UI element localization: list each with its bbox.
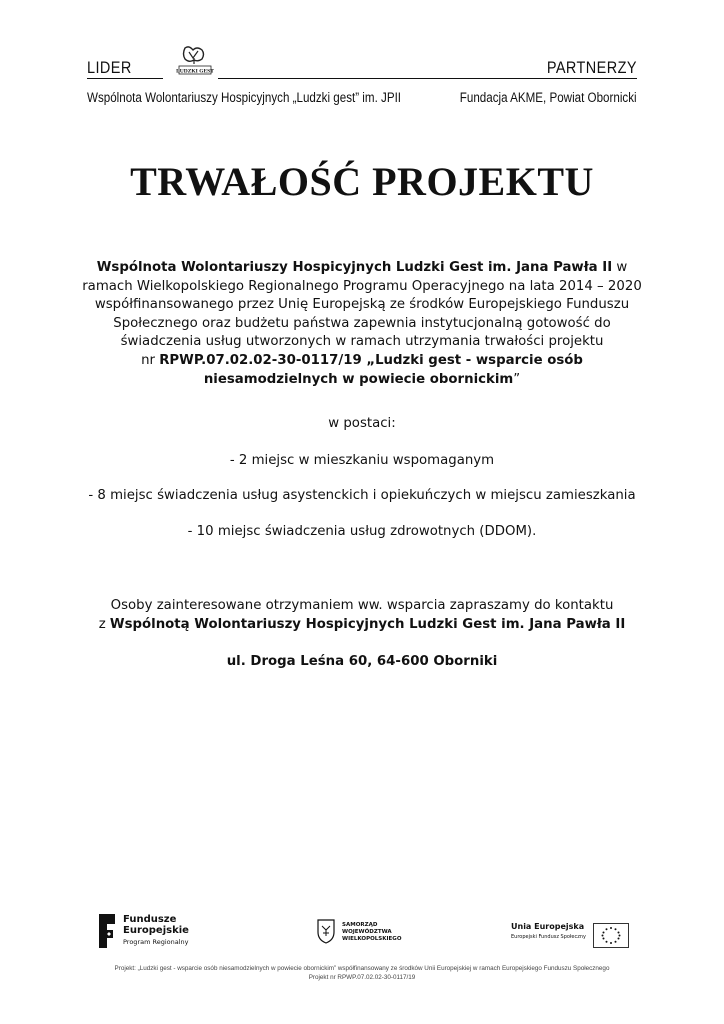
samorzad-text [342, 922, 416, 943]
contact-org: Wspólnotą Wolontariuszy Hospicyjnych Ludzki Gest im. Jana Pawła II [109, 617, 626, 632]
header-divider-left [87, 78, 163, 79]
fe-title [123, 914, 189, 936]
fe-program: Program Regionalny [123, 938, 189, 946]
unia-europejska-logo [511, 916, 631, 946]
fe-line2: Europejskie [123, 925, 189, 936]
samorzad-logo [316, 918, 416, 948]
org-name: Wspólnota Wolontariuszy Hospicyjnych Ludzki Gest im. Jana Pawła II [96, 260, 613, 275]
paragraph-text: w ramach Wielkopolskiego Regionalnego Programu Operacyjnego na lata 2014 – 2020 współfinansowanego przez Unię Europejską ze środków Europejskiego Funduszu Społecznego oraz budżetu państwa zapewnia instytucjonalną gotowość do świadczenia usług utworzonych w ramach utrzymania trwałości projektu [82, 260, 642, 350]
list-item: - 10 miejsc świadczenia usług zdrowotnych (DDOM). [187, 524, 537, 539]
ue-subtitle: Europejski Fundusz Społeczny [511, 934, 586, 940]
footer-note-line2: Projekt nr RPWP.07.02.02-30-0117/19 [308, 974, 416, 981]
lider-name: Wspólnota Wolontariuszy Hospicyjnych „Ludzki gest” im. JPII [87, 90, 402, 105]
footer-logos [0, 912, 724, 962]
ue-title: Unia Europejska [511, 922, 585, 931]
project-nr-prefix: nr [141, 352, 160, 368]
eu-flag-icon [593, 923, 629, 948]
fe-symbol-icon [97, 912, 119, 950]
partnerzy-label: PARTNERZY [546, 58, 637, 77]
eagle-crest-icon [316, 918, 336, 944]
header-divider-right [218, 78, 637, 79]
footer-note [0, 964, 724, 982]
partners-names: Fundacja AKME, Powiat Obornicki [460, 90, 637, 105]
footer-note-line1: Projekt: „Ludzki gest - wsparcie osób niesamodzielnych w powiecie obornickim” współfinansowany ze środków Unii Europejskiej w ramach Europejskiego Funduszu Społecznego [114, 965, 610, 972]
svg-text:LUDZKI GEST: LUDZKI GEST [176, 68, 214, 75]
w-postaci: w postaci: [328, 416, 396, 431]
header [87, 58, 637, 108]
contact-org-line [0, 617, 724, 632]
page-title: TRWAŁOŚĆ PROJEKTU [130, 159, 594, 204]
samorzad-line2: WIELKOPOLSKIEGO [342, 936, 402, 942]
contact-line: Osoby zainteresowane otrzymaniem ww. wsparcia zapraszamy do kontaktu [110, 598, 614, 613]
fe-line1: Fundusze [123, 914, 177, 925]
address: ul. Droga Leśna 60, 64-600 Oborniki [226, 654, 498, 669]
list-item: - 2 miejsc w mieszkaniu wspomaganym [229, 453, 495, 468]
samorzad-line1: SAMORZĄD WOJEWÓDZTWA [342, 922, 392, 935]
lider-label: LIDER [87, 58, 132, 77]
contact-prefix: z [98, 617, 110, 632]
project-number: RPWP.07.02.02-30-0117/19 „Ludzki gest - wsparcie osób niesamodzielnych w powiecie obornickim [159, 352, 583, 387]
fundusze-europejskie-logo [97, 912, 207, 952]
list-item: - 8 miejsc świadczenia usług asystenckich i opiekuńczych w miejscu zamieszkania [88, 488, 636, 503]
ludzki-gest-logo [175, 46, 215, 76]
main-paragraph [82, 259, 642, 389]
project-nr-suffix: ” [513, 371, 521, 387]
